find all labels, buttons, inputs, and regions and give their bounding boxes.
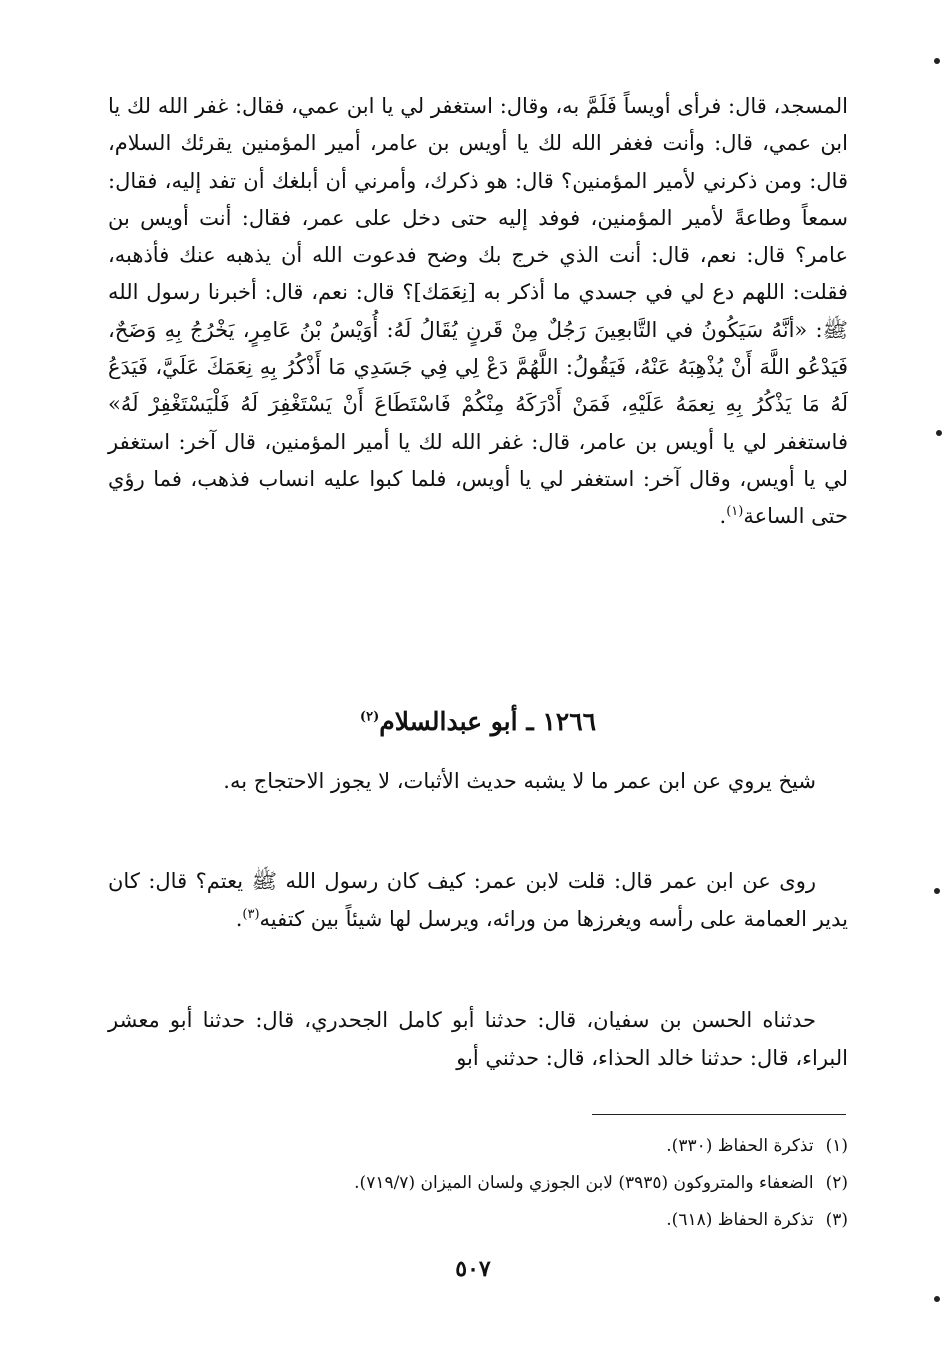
footnote-ref-3: (٣) bbox=[242, 907, 260, 922]
isnad-text: حدثناه الحسن بن سفيان، قال: حدثنا أبو كامل الجحدري، قال: حدثنا أبو معشر البراء، قال: حدثنا خالد الحذاء، قال: حدثني أبو bbox=[108, 1008, 848, 1070]
footnote-ref-1: (١) bbox=[726, 504, 744, 520]
scan-mark bbox=[934, 58, 940, 64]
biography-text: شيخ يروي عن ابن عمر ما لا يشبه حديث الأثبات، لا يجوز الاحتجاج به. bbox=[223, 769, 816, 793]
footnotes bbox=[108, 1128, 848, 1239]
text-line-13: آخر: استغفر لي يا أويس، فلما كبوا عليه انساب فذهب، فما رؤي حتى bbox=[108, 466, 848, 529]
entry-name: أبو عبدالسلام bbox=[379, 707, 518, 736]
text-line-7: دع لي في جسدي ما أذكر به [نِعَمَك]؟ قال: نعم، قال: أخبرنا bbox=[207, 280, 735, 305]
text-line bbox=[108, 88, 848, 536]
narration-paragraph bbox=[108, 862, 848, 938]
text-line-5: إليه حتى دخل على عمر، فقال: أنت أويس بن عامر؟ قال: نعم، قال: bbox=[108, 205, 848, 268]
footnote-item bbox=[108, 1165, 848, 1202]
hadith-line-3: جَسَدِي مَا أَذْكُرُ بِهِ نِعَمَكَ عَلَيَّ، فَيَدَعُ لَهُ مَا يَذْكُرُ بِهِ نِعمَهُ عَلَيْهِ، فَمَنْ أَدْرَكَهُ bbox=[108, 355, 848, 417]
entry-dash: ـ bbox=[526, 707, 534, 736]
footnote-text: تذكرة الحفاظ (٦١٨). bbox=[666, 1210, 814, 1230]
text-line-12: قال: غفر الله لك يا أمير المؤمنين، قال آخر: استغفر لي يا أويس، وقال bbox=[108, 429, 848, 491]
footnote-ref-2: (٢) bbox=[359, 709, 380, 725]
narration-end: . bbox=[235, 907, 243, 931]
footnote-number: (٣) bbox=[825, 1210, 848, 1230]
hadith-line-4: مِنْكُمْ فَاسْتَطَاعَ أَنْ يَسْتَغْفِرَ لَهُ فَلْيَسْتَغْفِرْ لَهُ» فاستغفر لي يا أويس بن عامر، bbox=[108, 392, 848, 454]
hadith-line-1: رسول الله ﷺ: «أنَّهُ سَيَكُونُ في التَّابعِينَ رَجُلٌ مِنْ قَرنٍ يُقَالُ لَهُ: أُوَيْسُ بْنُ bbox=[108, 280, 848, 342]
text-line-6: أنت الذي خرج بك وضح فدعوت الله أن يذهبه عنك فأذهبه، فقلت: اللهم bbox=[108, 243, 848, 305]
page-number: ٥٠٧ bbox=[455, 1256, 491, 1282]
text-line-14: الساعة bbox=[743, 504, 805, 529]
footnote-divider bbox=[592, 1114, 846, 1115]
continued-narrative bbox=[108, 88, 848, 536]
footnote-number: (١) bbox=[825, 1136, 848, 1156]
hadith-line-2: عَامِرٍ، يَخْرُجُ بِهِ وَضَحٌ، فَيَدْعُو اللَّهَ أَنْ يُذْهِبَهُ عَنْهُ، فَيَقُولُ: اللَّهُمَّ دَعْ لِي فِي bbox=[108, 317, 849, 380]
footnote-text: تذكرة الحفاظ (٣٣٠). bbox=[666, 1136, 814, 1156]
text-line-2: غفر الله لك يا ابن عمي، قال: وأنت فغفر الله لك يا أويس بن عامر، أمير bbox=[108, 94, 848, 156]
footnote-item bbox=[108, 1202, 848, 1239]
footnote-number: (٢) bbox=[825, 1173, 848, 1193]
text-line-3: المؤمنين يقرئك السلام، قال: ومن ذكرني لأمير المؤمنين؟ قال: هو ذكرك، bbox=[108, 131, 848, 193]
sentence-end: . bbox=[719, 504, 727, 529]
footnote-text: الضعفاء والمتروكون (٣٩٣٥) لابن الجوزي ولسان الميزان (٧١٩/٧). bbox=[354, 1173, 814, 1193]
entry-narration bbox=[108, 862, 848, 938]
narration-text: روى عن ابن عمر قال: قلت لابن عمر: كيف كان رسول الله ﷺ يعتم؟ قال: كان يدير العمامة على رأسه ويغرزها من ورائه، ويرسل لها شيئاً بين كتفيه bbox=[108, 869, 848, 931]
entry-heading bbox=[108, 697, 848, 747]
entry-isnad bbox=[108, 1001, 848, 1077]
scan-mark bbox=[936, 430, 942, 436]
footnote-item bbox=[108, 1128, 848, 1165]
entry-number: ١٢٦٦ bbox=[542, 707, 597, 736]
entry-biography bbox=[108, 762, 848, 800]
text-line-1: المسجد، قال: فرأى أويساً فَلَمَّ به، وقال: استغفر لي يا ابن عمي، فقال: bbox=[234, 94, 848, 118]
text-line-4: وأمرني أن أبلغك أن تفد إليه، فقال: سمعاً وطاعةً لأمير المؤمنين، فوفد bbox=[108, 168, 848, 230]
scan-mark bbox=[934, 1296, 940, 1302]
scan-mark bbox=[934, 888, 940, 894]
